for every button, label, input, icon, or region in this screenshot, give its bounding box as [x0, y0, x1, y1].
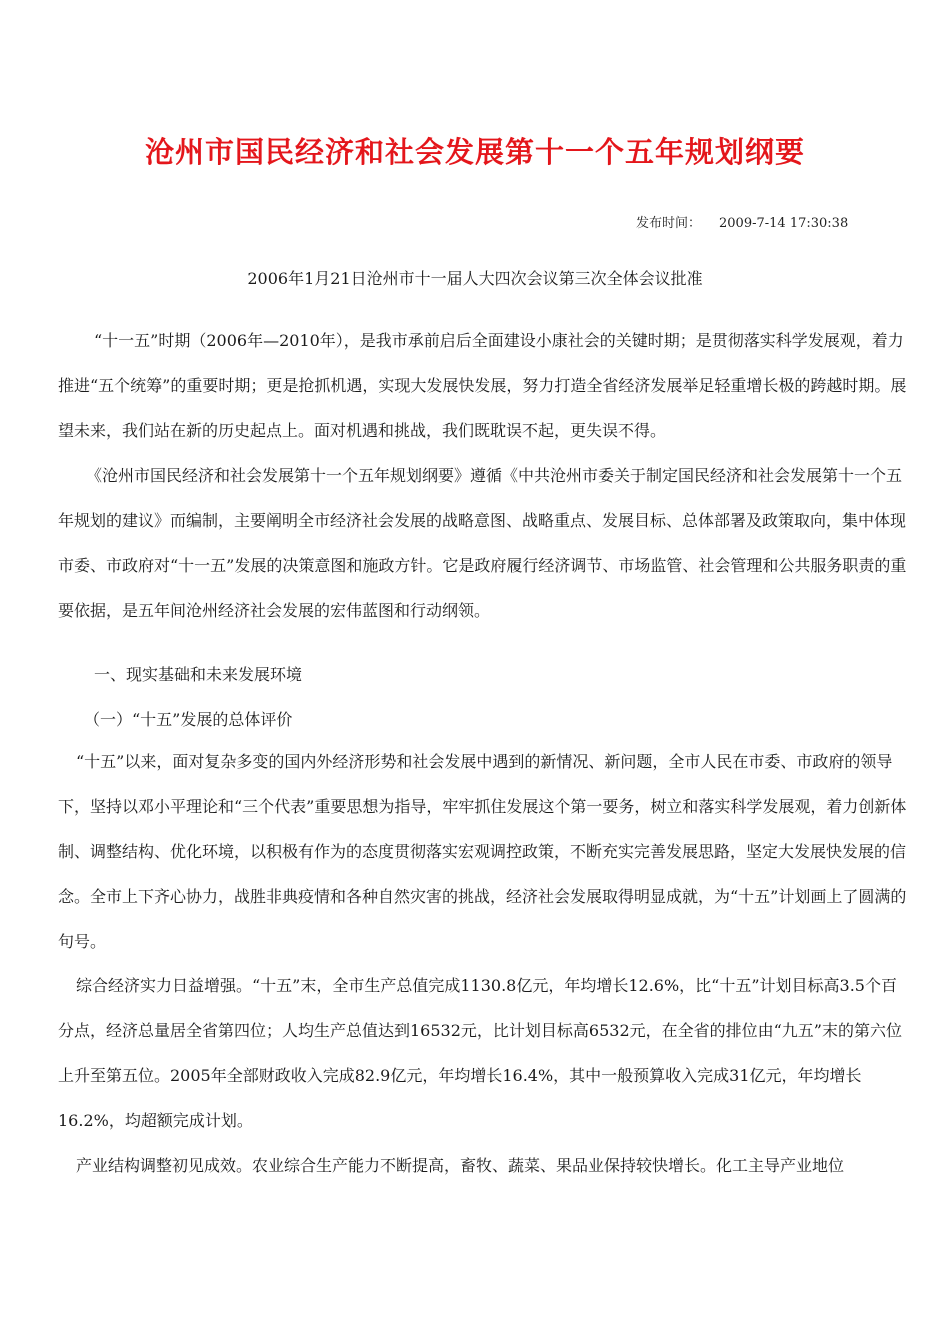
section-heading: 一、现实基础和未来发展环境: [94, 665, 303, 684]
body-paragraph: 产业结构调整初见成效。农业综合生产能力不断提高，畜牧、蔬菜、果品业保持较快增长。化工主导产业地位: [76, 1156, 845, 1175]
publish-time-value: 2009-7-14 17:30:38: [719, 216, 849, 231]
publish-time-line: [636, 212, 848, 231]
intro-paragraph: “十一五”时期（2006年—2010年），是我市承前启后全面建设小康社会的关键时期；是贯彻落实科学发展观，着力推进“五个统筹”的重要时期；更是抢抓机遇，实现大发展快发展，努力打造全省经济发展举足轻重增长极的跨越时期。展望未来，我们站在新的历史起点上。面对机遇和挑战，我们既耽误不起，更失误不得。: [58, 331, 907, 440]
publish-time-label: 发布时间：: [636, 216, 702, 231]
document-title: 沧州市国民经济和社会发展第十一个五年规划纲要: [144, 135, 805, 169]
body-paragraph: “十五”以来，面对复杂多变的国内外经济形势和社会发展中遇到的新情况、新问题，全市人民在市委、市政府的领导下，坚持以邓小平理论和“三个代表”重要思想为指导，牢牢抓住发展这个第一要务，树立和落实科学发展观，着力创新体制、调整结构、优化环境，以积极有作为的态度贯彻落实宏观调控政策，不断充实完善发展思路，坚定大发展快发展的信念。全市上下齐心协力，战胜非典疫情和各种自然灾害的挑战，经济社会发展取得明显成就，为“十五”计划画上了圆满的句号。: [58, 752, 907, 951]
approval-note: 2006年1月21日沧州市十一届人大四次会议第三次全体会议批准: [247, 269, 703, 288]
intro-paragraph: 《沧州市国民经济和社会发展第十一个五年规划纲要》遵循《中共沧州市委关于制定国民经济和社会发展第十一个五年规划的建议》而编制，主要阐明全市经济社会发展的战略意图、战略重点、发展目标、总体部署及政策取向，集中体现市委、市政府对“十一五”发展的决策意图和施政方针。它是政府履行经济调节、市场监管、社会管理和公共服务职责的重要依据，是五年间沧州经济社会发展的宏伟蓝图和行动纲领。: [58, 466, 907, 620]
body-paragraph: 综合经济实力日益增强。“十五”末，全市生产总值完成1130.8亿元，年均增长12.6%，比“十五”计划目标高3.5个百分点，经济总量居全省第四位；人均生产总值达到16532元，比计划目标高6532元，在全省的排位由“九五”末的第六位上升至第五位。2005年全部财政收入完成82.9亿元，年均增长16.4%，其中一般预算收入完成31亿元，年均增长16.2%，均超额完成计划。: [58, 976, 902, 1130]
subsection-heading: （一）“十五”发展的总体评价: [84, 710, 293, 729]
